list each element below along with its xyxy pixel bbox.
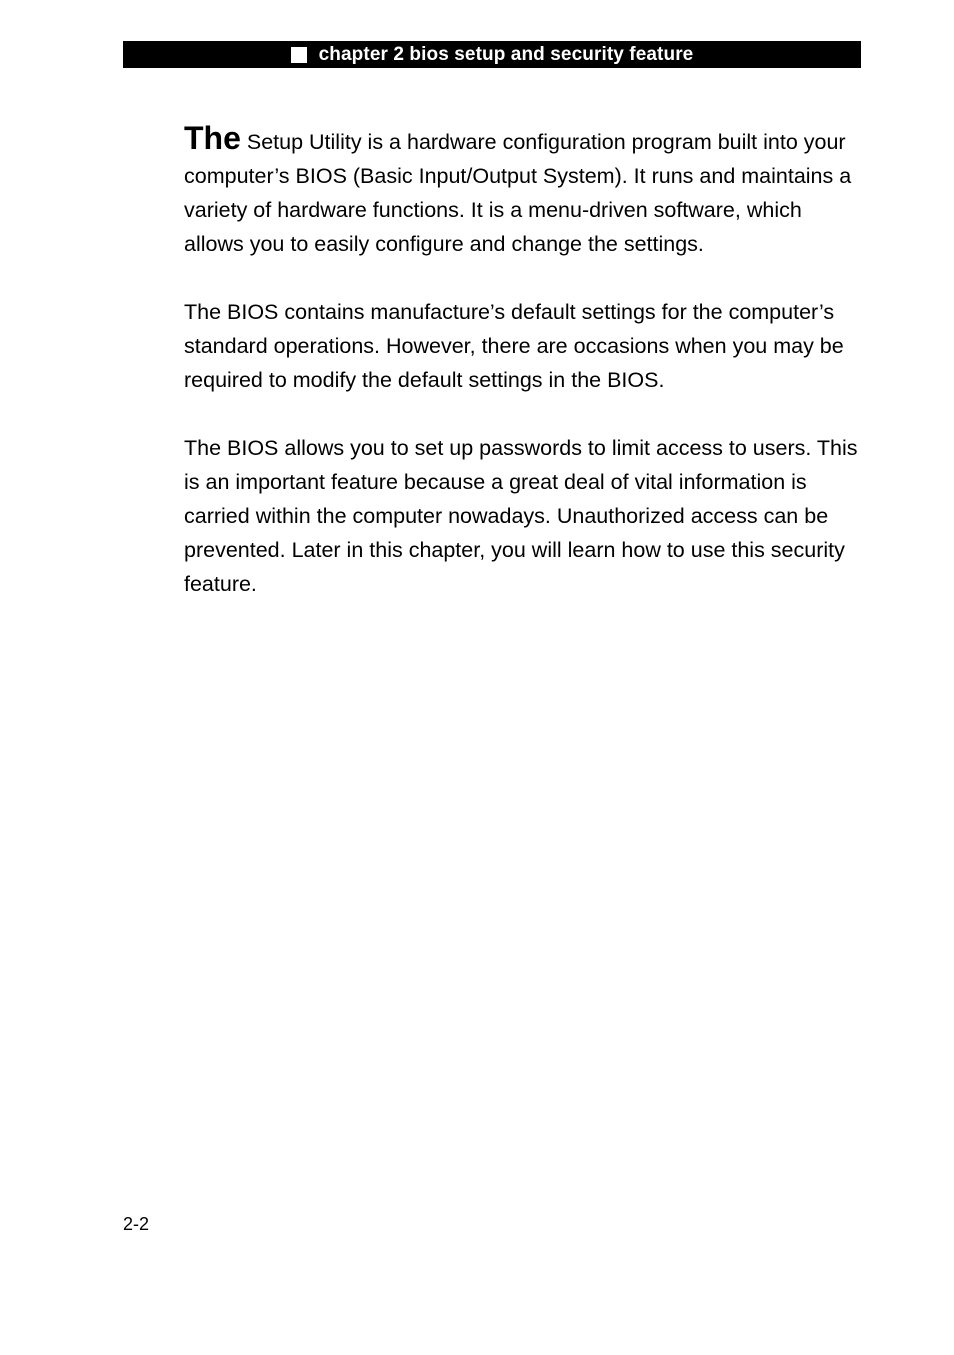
body-text — [184, 121, 864, 635]
page-number: 2-2 — [123, 1214, 150, 1234]
chapter-header-bar — [123, 41, 861, 68]
paragraph-defaults: The BIOS contains manufacture’s default settings for the computer’s standard operations. However, there are occasions when you may be required to modify the default settings in the BIOS. — [184, 300, 844, 392]
paragraph-passwords: The BIOS allows you to set up passwords to limit access to users. This is an important feature because a great deal of vital information is carried within the computer nowadays. Unauthorized access can be prevented. Later in this chapter, you will learn how to use this security feature. — [184, 436, 858, 596]
paragraph-intro-text: Setup Utility is a hardware configuration program built into your computer’s BIOS (Basic Input/Output System). It runs and maintains a variety of hardware functions. It is a menu-driven software, which allows you to easily configure and change the settings. — [184, 130, 852, 256]
square-bullet-icon — [291, 47, 307, 63]
dropcap-lead: The — [184, 120, 241, 156]
chapter-title: chapter 2 bios setup and security feature — [318, 43, 694, 65]
paragraph-intro — [184, 121, 864, 261]
